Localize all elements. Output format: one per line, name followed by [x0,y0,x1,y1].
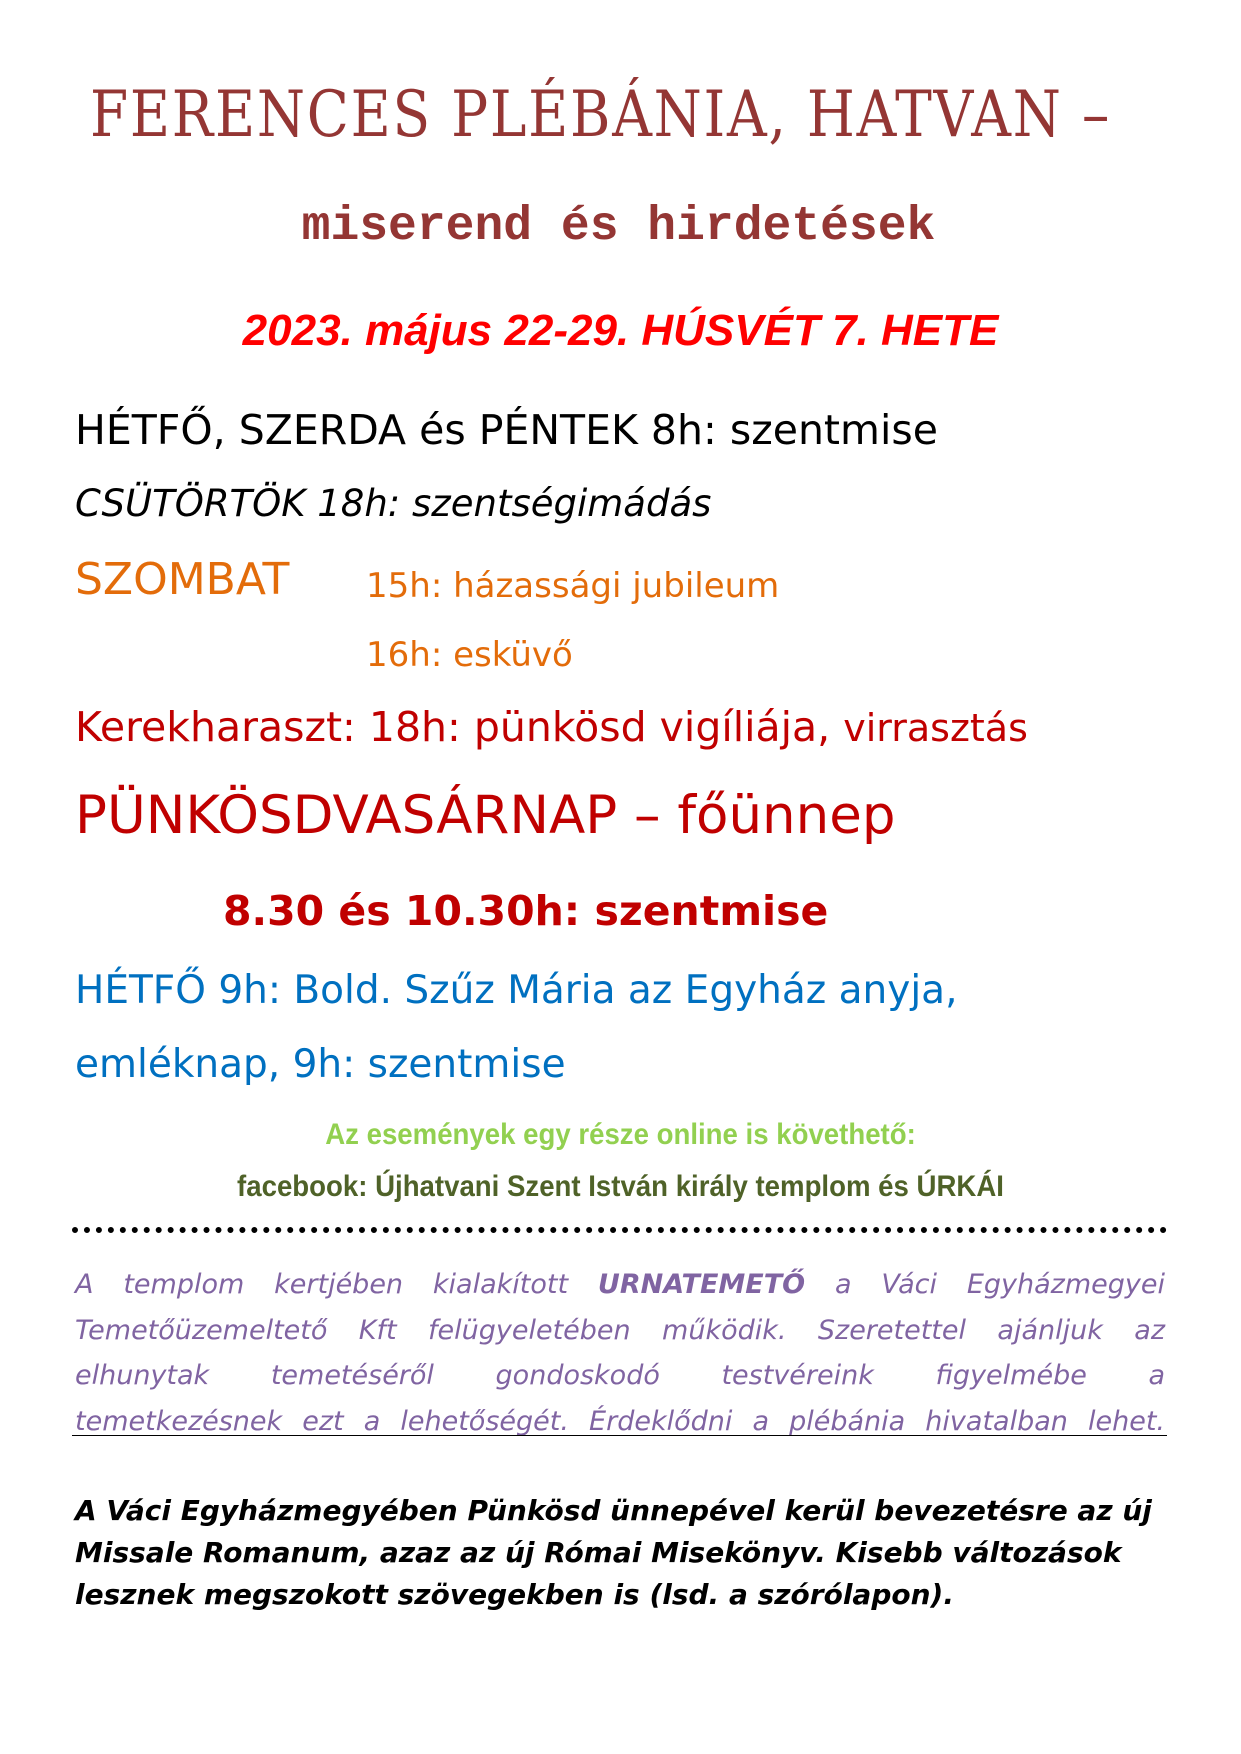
urn-notice-line-4: temetkezésnek ezt a lehetőségét. Érdeklődni a plébánia hivatalban lehet. [75,1405,1165,1437]
thursday-adoration-line: CSÜTÖRTÖK 18h: szentségimádás [75,482,712,525]
saturday-label: SZOMBAT [75,554,290,605]
week-date-heading: 2023. május 22-29. HÚSVÉT 7. HETE [242,306,999,355]
dotted-divider [72,1227,1167,1233]
kerekharaszt-tail: virrasztás [843,706,1028,750]
missal-notice [75,1490,1175,1616]
urn-notice-line-1 [75,1262,1165,1308]
urn-notice-line-2: Temetőüzemeltető Kft felügyeletében működik. Szeretettel ajánljuk az [75,1314,1165,1346]
saturday-item-wedding: 16h: esküvő [366,635,573,675]
facebook-notice: facebook: Újhatvani Szent István király templom és ÚRKÁI [237,1170,1004,1203]
saturday-item-jubilee: 15h: házassági jubileum [366,566,780,606]
page-subtitle: miserend és hirdetések [301,200,936,254]
pentecost-mass-times: 8.30 és 10.30h: szentmise [223,887,829,935]
pentecost-heading: PÜNKÖSDVASÁRNAP – főünnep [75,785,896,846]
solid-divider [72,1435,1167,1436]
missal-notice-line-2: Missale Romanum, azaz az új Római Misekönyv. Kisebb változások [75,1536,1122,1569]
urn-notice-text: a Váci Egyházmegyei [834,1269,1165,1300]
urn-notice-text: A templom kertjében kialakított [75,1269,569,1300]
missal-notice-line-1: A Váci Egyházmegyében Pünkösd ünnepével kerül bevezetésre az új [75,1494,1152,1527]
monday-line-1: HÉTFŐ 9h: Bold. Szűz Mária az Egyház anyja, [75,968,958,1013]
missal-notice-line-3: lesznek megszokott szövegekben is (lsd. a szórólapon). [75,1578,954,1611]
kerekharaszt-main: Kerekharaszt: 18h: pünkösd vigíliája, [75,703,831,751]
monday-line-2: emléknap, 9h: szentmise [75,1042,566,1087]
urn-notice-line-3: elhunytak temetéséről gondoskodó testvéreink figyelmébe a [75,1360,1165,1391]
page-title: FERENCES PLÉBÁNIA, HATVAN – [90,78,1112,152]
urn-cemetery-notice [75,1262,1165,1444]
kerekharaszt-line [75,703,1028,751]
weekday-mass-line: HÉTFŐ, SZERDA és PÉNTEK 8h: szentmise [75,406,938,454]
online-notice: Az események egy része online is követhető: [325,1118,916,1151]
urn-cemetery-keyword: URNATEMETŐ [597,1269,806,1300]
